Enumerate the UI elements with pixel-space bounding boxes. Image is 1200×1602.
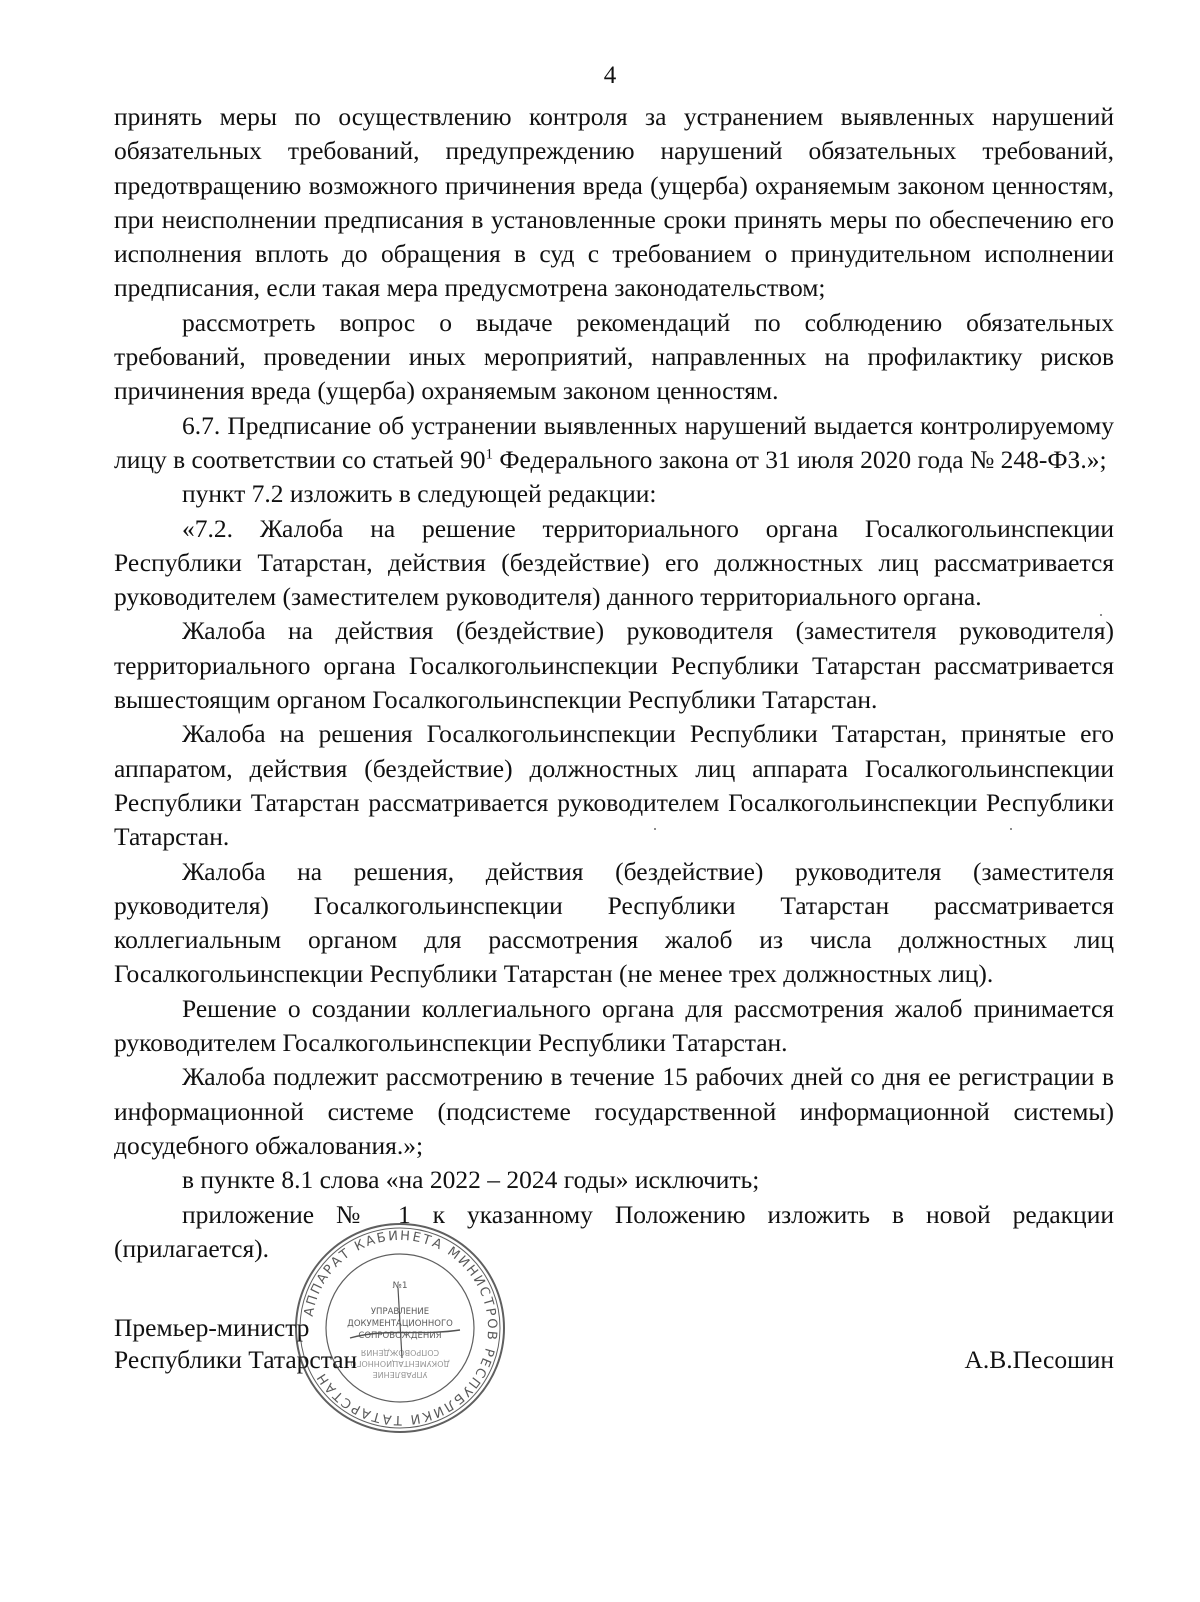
paragraph-complaint-head: Жалоба на решения, действия (бездействие) руководителя (заместителя руководителя) Госалкогольинспекции Республики Татарстан рассматривается коллегиальным органом для рассмотрения жалоб из числа должностных лиц Госалкогольинспекции Республики Татарстан (не менее трех должностных лиц). [114, 856, 1114, 989]
seal-number: №1 [392, 1281, 408, 1291]
seal-mirror-line-3: СОПРОВОЖДЕНИЯ [360, 1348, 440, 1357]
article-superscript: 1 [485, 446, 494, 463]
paragraph-6-7 [114, 409, 1114, 478]
signer-name: А.В.Песошин [964, 1345, 1114, 1374]
seal-center-line-2: ДОКУМЕНТАЦИОННОГО [347, 1319, 453, 1329]
paragraph-measures: принять меры по осуществлению контроля за устранением выявленных нарушений обязательных требований, предупреждению нарушений обязательных требований, предотвращению возможного причинения вреда (ущерба) охраняемым законом ценностям, при неисполнении предписания в установленные сроки принять меры по обеспечению его исполнения вплоть до обращения в суд с требованием о принудительном исполнении предписания, если такая мера предусмотрена законодательством; [114, 102, 1114, 303]
paragraph-review-term: Жалоба подлежит рассмотрению в течение 15 рабочих дней со дня ее регистрации в информационной системе (подсистеме государственной информационной системы) досудебного обжалования.»; [114, 1062, 1114, 1160]
seal-mirrored-imprint [350, 1348, 449, 1379]
document-body [114, 100, 1114, 1266]
paragraph-point-8-1: в пункте 8.1 слова «на 2022 – 2024 годы» исключить; [182, 1165, 760, 1195]
paragraph-recommendations: рассмотреть вопрос о выдаче рекомендаций по соблюдению обязательных требований, проведении иных мероприятий, направленных на профилактику рисков причинения вреда (ущерба) охраняемым законом ценностям. [114, 307, 1114, 406]
paragraph-complaint-head-territorial: Жалоба на действия (бездействие) руководителя (заместителя руководителя) территориального органа Госалкогольинспекции Республики Татарстан рассматривается вышестоящим органом Госалкогольинспекции Республики Татарстан. [114, 616, 1114, 715]
paragraph-appendix: приложение № 1 к указанному Положению изложить в новой редакции (прилагается). [114, 1199, 1114, 1263]
signer-position-line-2: Республики Татарстан [114, 1345, 358, 1374]
signer-position-line-1: Премьер-министр [114, 1313, 310, 1342]
paragraph-complaint-apparatus: Жалоба на решения Госалкогольинспекции Республики Татарстан, принятые его аппаратом, действия (бездействие) должностных лиц аппарата Госалкогольинспекции Республики Татарстан рассматривается руководителем Госалкогольинспекции Республики Татарстан. [114, 719, 1114, 852]
scan-speck [1100, 614, 1102, 616]
page-number: 4 [603, 62, 617, 89]
paragraph-complaint-territorial: «7.2. Жалоба на решение территориального органа Госалкогольинспекции Республики Татарстан, действия (бездействие) его должностных лиц рассматривается руководителем (заместителем руководителя) данного территориального органа. [114, 513, 1114, 612]
seal-outer-text: АППАРАТ КАБИНЕТА МИНИСТРОВ РЕСПУБЛИКИ ТАТАРСТАН [301, 1228, 500, 1428]
paragraph-6-7-text: 6.7. Предписание об устранении выявленных нарушений выдается контролируемому лицу в соответствии со статьей 90 [114, 410, 1114, 474]
seal-center-line-1: УПРАВЛЕНИЕ [370, 1307, 430, 1317]
official-seal-icon [290, 1218, 510, 1438]
scan-speck [654, 828, 656, 830]
paragraph-collegial-body: Решение о создании коллегиального органа для рассмотрения жалоб принимается руководителем Госалкогольинспекции Республики Татарстан. [114, 993, 1114, 1058]
seal-center-line-3: СОПРОВОЖДЕНИЯ [358, 1331, 442, 1341]
paragraph-point-7-2: пункт 7.2 изложить в следующей редакции: [182, 479, 657, 509]
paragraph-6-7-tail: Федерального закона от 31 июля 2020 года № 248-ФЗ.»; [493, 444, 1107, 474]
scan-speck [1010, 828, 1012, 830]
seal-mirror-line-1: УПРАВЛЕНИЕ [372, 1370, 428, 1379]
seal-mirror-line-2: ДОКУМЕНТАЦИОННОГО [350, 1359, 450, 1368]
